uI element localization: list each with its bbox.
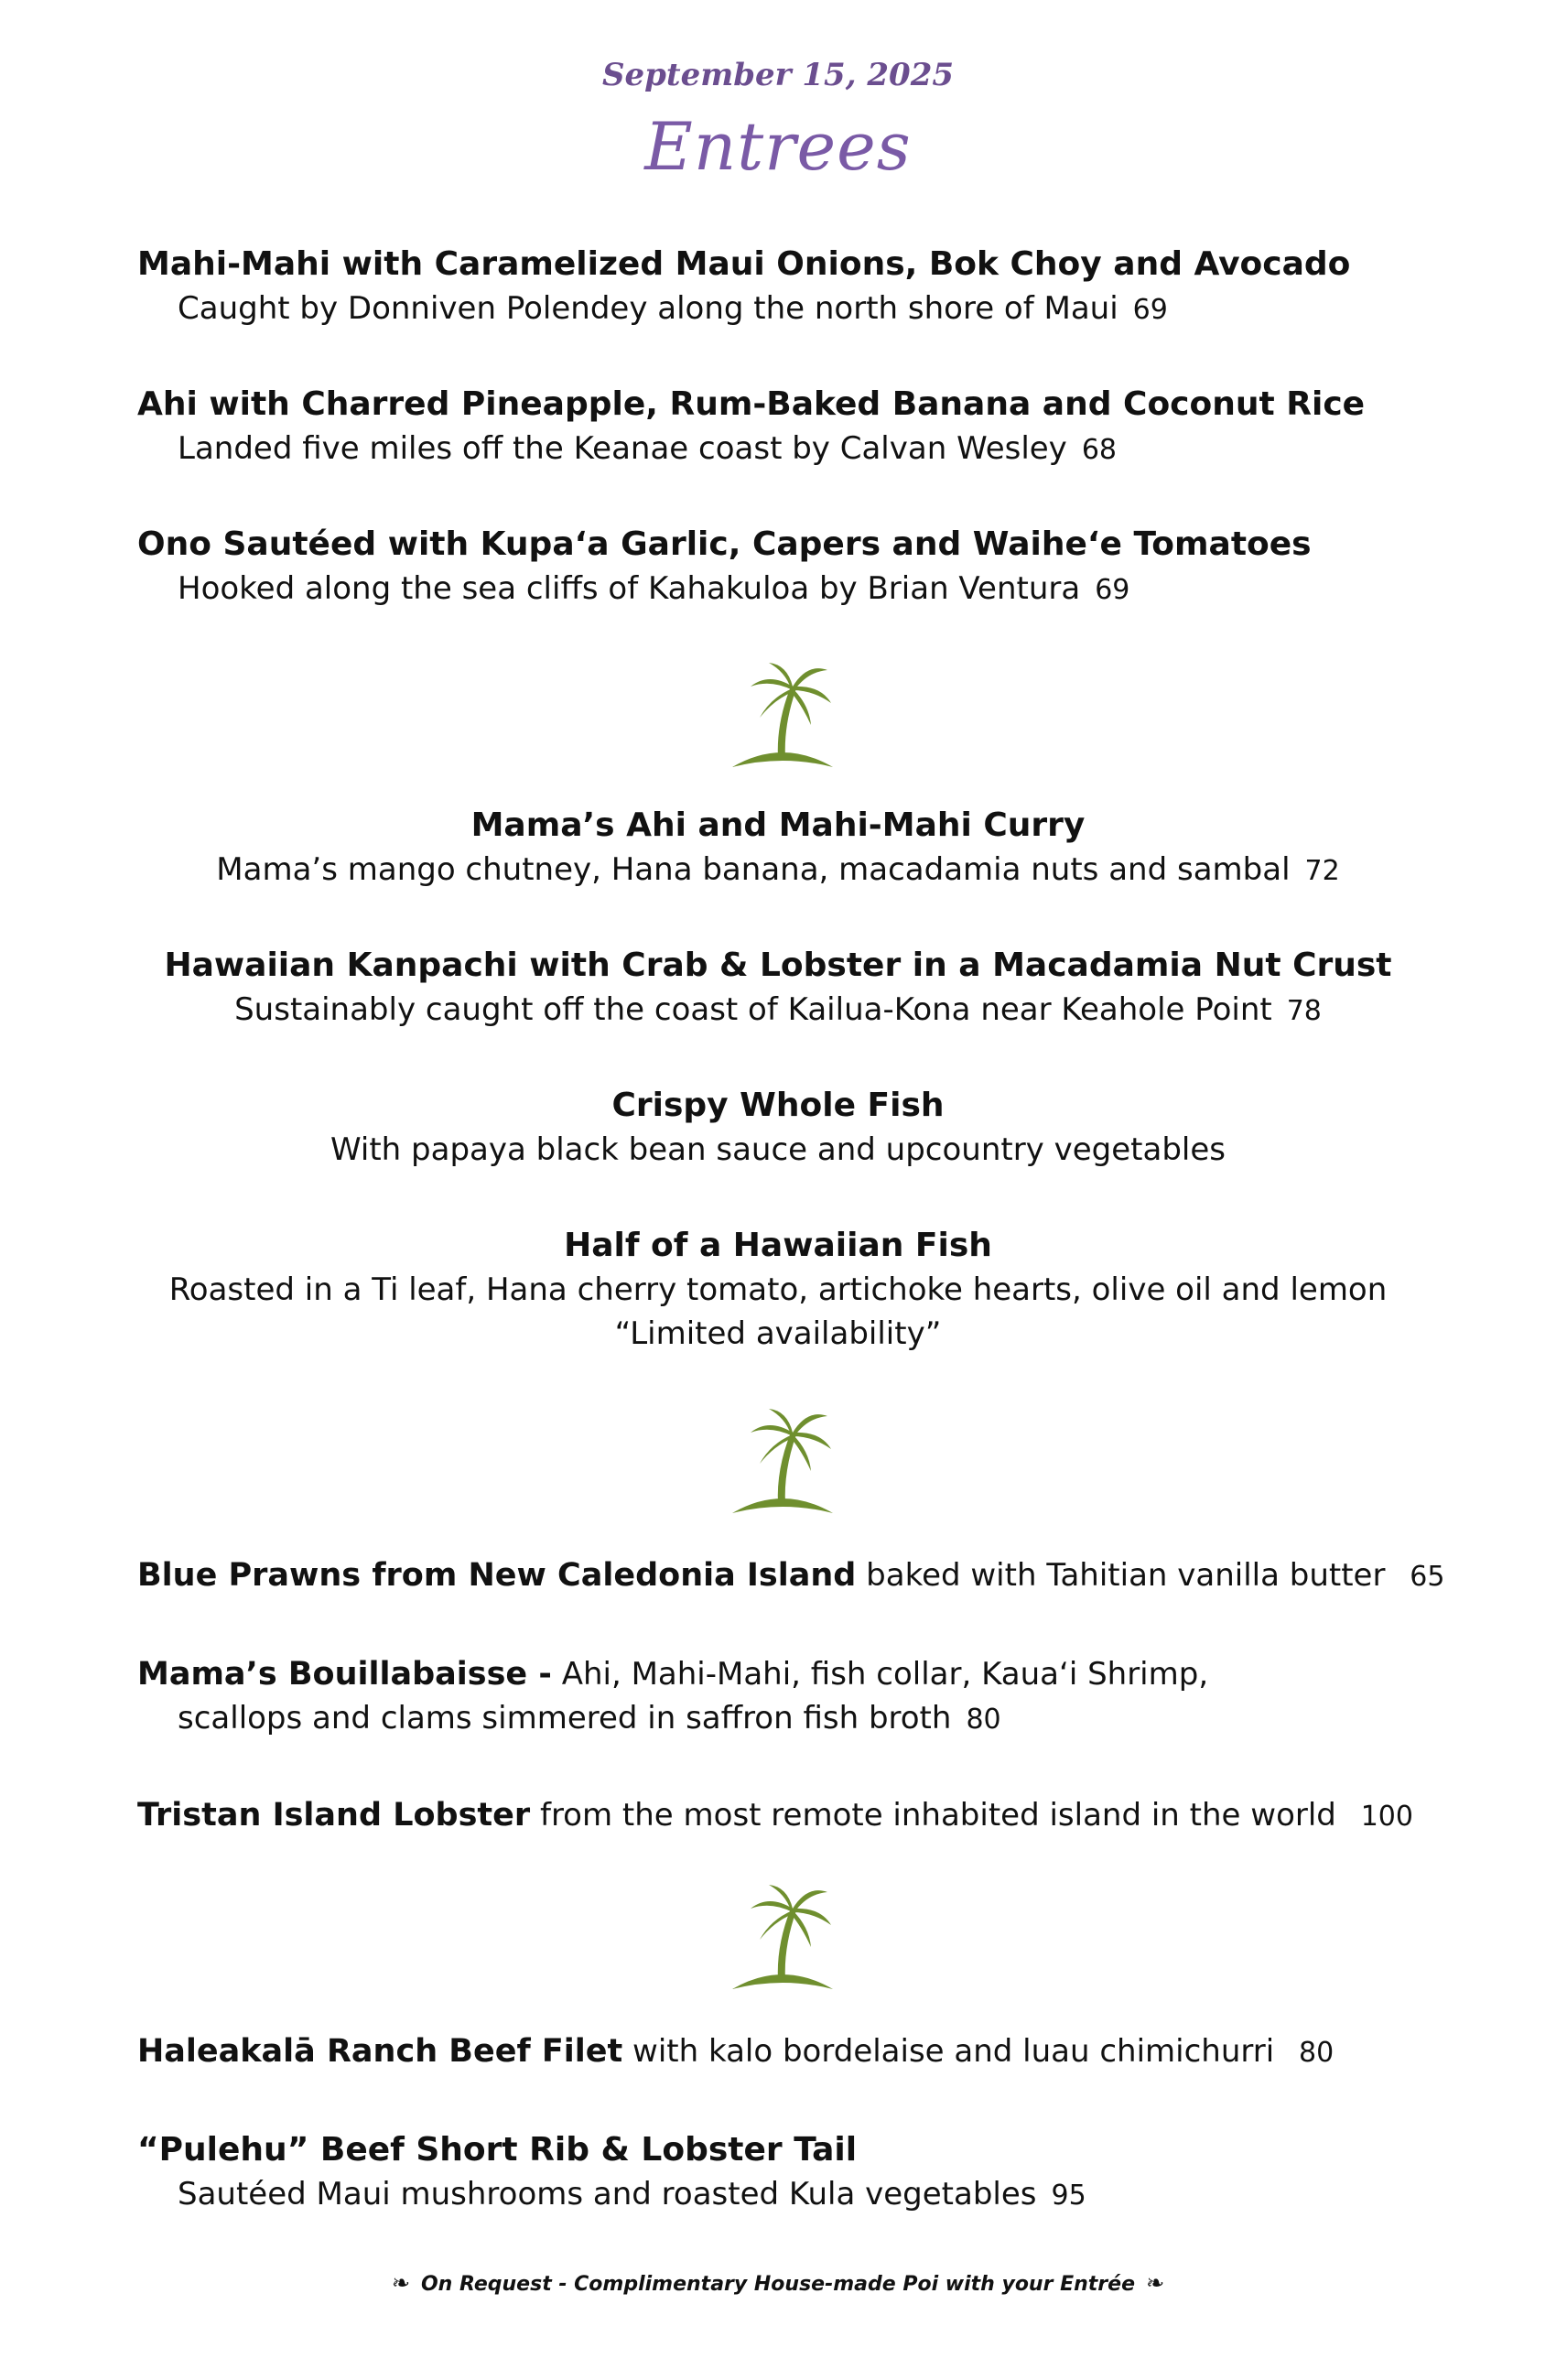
item-name: Blue Prawns from New Caledonia Island [137, 1557, 857, 1594]
item-description: Roasted in a Ti leaf, Hana cherry tomato, artichoke hearts, olive oil and lemon [168, 1271, 1388, 1308]
item-name: Mahi-Mahi with Caramelized Maui Onions, Bok Choy and Avocado [137, 245, 1351, 283]
item-price: 95 [1051, 2180, 1086, 2212]
item-name: Haleakalā Ranch Beef Filet [137, 2033, 623, 2070]
footer-note [0, 2270, 1556, 2296]
item-description: Sustainably caught off the coast of Kailua-Kona near Keahole Point 78 [234, 991, 1322, 1028]
palm-tree-icon [732, 659, 833, 769]
menu-item [137, 383, 1464, 472]
item-name: Tristan Island Lobster [137, 1797, 531, 1834]
item-name: Hawaiian Kanpachi with Crab & Lobster in a Macadamia Nut Crust [164, 947, 1392, 984]
menu-item [137, 1553, 1464, 1599]
leaf-ornament-icon: ❧ [1146, 2270, 1165, 2296]
item-price: 78 [1286, 995, 1322, 1027]
menu-item [0, 804, 1556, 893]
item-note: “Limited availability” [614, 1315, 942, 1352]
item-description: Mama’s mango chutney, Hana banana, macadamia nuts and sambal 72 [216, 851, 1340, 888]
menu-title: Entrees [644, 108, 912, 185]
menu-date: September 15, 2025 [601, 57, 955, 93]
menu-item [137, 1652, 1464, 1742]
menu-item [137, 243, 1464, 332]
item-description: baked with Tahitian vanilla butter [866, 1557, 1386, 1594]
item-price: 68 [1081, 434, 1117, 466]
footer-text: On Request - Complimentary House-made Poi with your Entrée [420, 2273, 1135, 2296]
menu-item [137, 523, 1464, 612]
item-description: Caught by Donniven Polendey along the north shore of Maui 69 [178, 290, 1168, 327]
leaf-ornament-icon: ❧ [391, 2270, 410, 2296]
item-price: 100 [1360, 1801, 1413, 1833]
menu-item [0, 1224, 1556, 1356]
item-description: Hooked along the sea cliffs of Kahakuloa by Brian Ventura 69 [178, 570, 1130, 607]
item-price: 69 [1095, 574, 1130, 606]
item-name: Half of a Hawaiian Fish [564, 1227, 992, 1264]
item-description: Landed five miles off the Keanae coast by Calvan Wesley 68 [178, 430, 1117, 467]
palm-tree-icon [732, 1405, 833, 1515]
item-name: “Pulehu” Beef Short Rib & Lobster Tail [137, 2131, 858, 2169]
item-price: 80 [966, 1704, 1001, 1736]
item-description: With papaya black bean sauce and upcountry vegetables [330, 1131, 1226, 1168]
item-price: 65 [1410, 1561, 1445, 1593]
palm-tree-icon [732, 1881, 833, 1991]
item-name: Mama’s Ahi and Mahi-Mahi Curry [470, 806, 1086, 844]
item-price: 69 [1132, 294, 1168, 326]
menu-item [0, 944, 1556, 1033]
item-name: Ono Sautéed with Kupa‘a Garlic, Capers and Waihe‘e Tomatoes [137, 525, 1312, 563]
item-price: 72 [1304, 855, 1340, 887]
item-description: from the most remote inhabited island in the world [539, 1797, 1336, 1834]
menu-item [137, 2128, 1464, 2218]
item-price: 80 [1299, 2037, 1334, 2069]
item-name: Ahi with Charred Pineapple, Rum-Baked Banana and Coconut Rice [137, 385, 1366, 423]
item-description: Sautéed Maui mushrooms and roasted Kula vegetables 95 [178, 2176, 1086, 2212]
item-description: Ahi, Mahi-Mahi, fish collar, Kaua‘i Shrimp, [561, 1656, 1209, 1693]
menu-item [0, 1084, 1556, 1172]
item-description: with kalo bordelaise and luau chimichurri [632, 2033, 1275, 2070]
item-name: Mama’s Bouillabaisse - [137, 1656, 552, 1693]
item-name: Crispy Whole Fish [611, 1087, 945, 1124]
menu-item [137, 1793, 1464, 1839]
menu-item [137, 2029, 1464, 2075]
item-description-continued: scallops and clams simmered in saffron fish broth 80 [178, 1700, 1001, 1736]
